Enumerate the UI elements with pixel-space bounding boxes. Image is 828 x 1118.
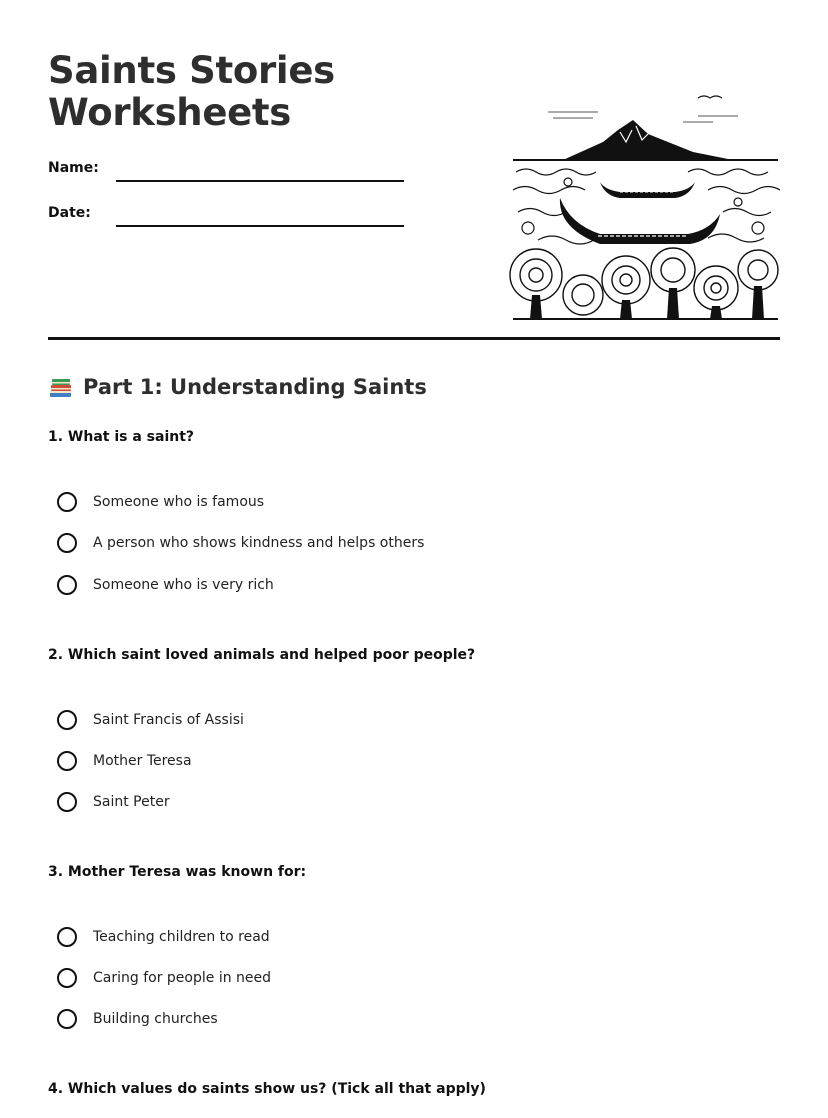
q1-option-3[interactable] bbox=[57, 575, 274, 595]
title-line-2: Worksheets bbox=[48, 91, 292, 134]
option-label: Someone who is very rich bbox=[93, 577, 274, 593]
question-3: 3. Mother Teresa was known for: bbox=[48, 864, 307, 880]
question-2: 2. Which saint loved animals and helped poor people? bbox=[48, 647, 476, 663]
q2-option-1[interactable] bbox=[57, 710, 244, 730]
q3-option-2[interactable] bbox=[57, 968, 271, 988]
option-label: Someone who is famous bbox=[93, 494, 265, 510]
q1-option-1[interactable] bbox=[57, 492, 264, 512]
option-label: Building churches bbox=[93, 1011, 218, 1027]
q3-option-1[interactable] bbox=[57, 927, 270, 947]
books-icon bbox=[48, 374, 74, 400]
option-label: Saint Peter bbox=[93, 794, 170, 810]
title-line-1: Saints Stories bbox=[48, 49, 335, 92]
q3-option-3[interactable] bbox=[57, 1009, 218, 1029]
option-label: Teaching children to read bbox=[93, 929, 270, 945]
radio-button[interactable] bbox=[57, 710, 77, 730]
radio-button[interactable] bbox=[57, 751, 77, 771]
radio-button[interactable] bbox=[57, 927, 77, 947]
radio-button[interactable] bbox=[57, 492, 77, 512]
radio-button[interactable] bbox=[57, 575, 77, 595]
part-1-title: Part 1: Understanding Saints bbox=[83, 375, 427, 399]
radio-button[interactable] bbox=[57, 1009, 77, 1029]
lake-boats-mountain-illustration bbox=[508, 90, 780, 320]
option-label: Saint Francis of Assisi bbox=[93, 712, 244, 728]
option-label: A person who shows kindness and helps others bbox=[93, 535, 425, 551]
date-field[interactable] bbox=[116, 225, 404, 227]
date-label: Date: bbox=[48, 205, 91, 221]
section-divider bbox=[48, 337, 780, 340]
radio-button[interactable] bbox=[57, 792, 77, 812]
option-label: Mother Teresa bbox=[93, 753, 192, 769]
question-1: 1. What is a saint? bbox=[48, 429, 195, 445]
option-label: Caring for people in need bbox=[93, 970, 272, 986]
radio-button[interactable] bbox=[57, 968, 77, 988]
name-field[interactable] bbox=[116, 180, 404, 182]
name-label: Name: bbox=[48, 160, 99, 176]
question-4: 4. Which values do saints show us? (Tick all that apply) bbox=[48, 1081, 486, 1097]
q2-option-2[interactable] bbox=[57, 751, 192, 771]
page-title bbox=[48, 50, 335, 134]
part-1-heading bbox=[48, 374, 427, 400]
radio-button[interactable] bbox=[57, 533, 77, 553]
q1-option-2[interactable] bbox=[57, 533, 424, 553]
q2-option-3[interactable] bbox=[57, 792, 170, 812]
